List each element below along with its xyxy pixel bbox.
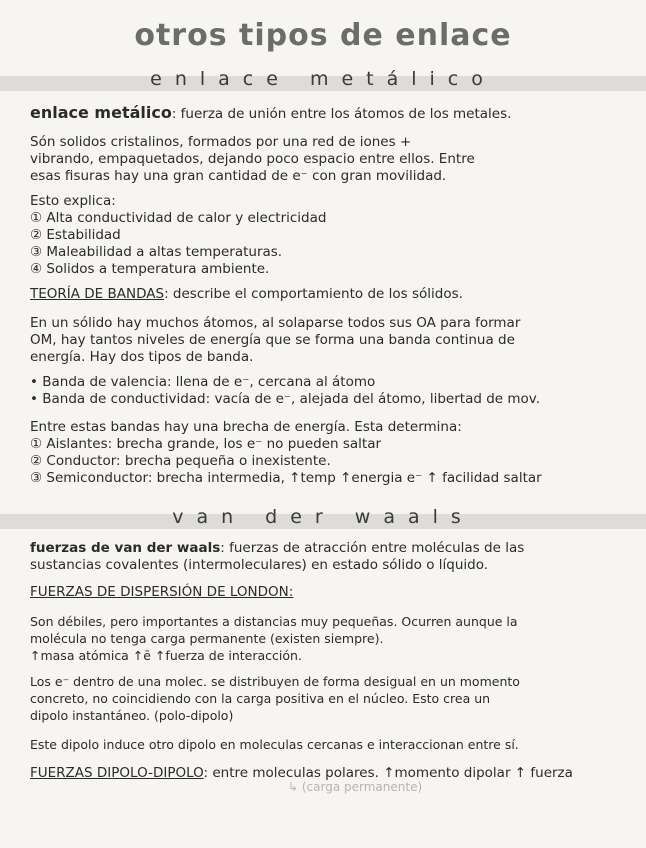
dipolo-text: : entre moleculas polares. ↑momento dipolar ↑ fuerza — [203, 765, 573, 781]
vdw-paragraph-dipolo — [30, 673, 620, 724]
list-item: ③ Maleabilidad a altas temperaturas. — [30, 244, 283, 260]
text-line: OM, hay tantos niveles de energía que se forma una banda continua de — [30, 332, 515, 348]
list-item: • Banda de conductividad: vacía de e⁻, alejada del átomo, libertad de mov. — [30, 391, 541, 407]
text-line: esas fisuras hay una gran cantidad de e⁻ con gran movilidad. — [30, 168, 447, 184]
list-item: ① Alta conductividad de calor y electricidad — [30, 210, 327, 226]
london-heading: FUERZAS DE DISPERSIÓN DE LONDON: — [30, 584, 294, 600]
list-item: ③ Semiconductor: brecha intermedia, ↑temp ↑energia e⁻ ↑ facilidad saltar — [30, 470, 542, 486]
london-paragraph — [30, 613, 620, 664]
list-item: ② Estabilidad — [30, 227, 121, 243]
text-line: Son débiles, pero importantes a distancias muy pequeñas. Ocurren aunque la — [30, 614, 518, 629]
text-line: En un sólido hay muchos átomos, al solaparse todos sus OA para formar — [30, 315, 521, 331]
text-line: Entre estas bandas hay una brecha de energía. Esta determina: — [30, 419, 462, 435]
vdw-term: fuerzas de van der waals — [30, 540, 221, 556]
metal-def-text: : fuerza de unión entre los átomos de los metales. — [171, 106, 512, 122]
section-title-vdw: van der waals — [172, 506, 474, 528]
bandas-text: : describe el comportamiento de los sólidos. — [164, 286, 463, 302]
dipolo-term: FUERZAS DIPOLO-DIPOLO — [30, 765, 204, 781]
metal-paragraph-1 — [30, 134, 620, 185]
page-title: otros tipos de enlace — [134, 18, 512, 53]
list-item: ② Conductor: brecha pequeña o inexistente. — [30, 453, 331, 469]
bandas-heading — [30, 286, 620, 303]
text-line: concreto, no coincidiendo con la carga positiva en el núcleo. Esto crea un — [30, 691, 491, 706]
list-item: ① Aislantes: brecha grande, los e⁻ no pueden saltar — [30, 436, 382, 452]
text-line: sustancias covalentes (intermoleculares) en estado sólido o líquido. — [30, 557, 489, 573]
metal-definition — [30, 104, 620, 123]
section-title-metal: enlace metálico — [150, 68, 496, 90]
bandas-term: TEORÍA DE BANDAS — [30, 286, 165, 302]
list-item: ④ Solidos a temperatura ambiente. — [30, 261, 270, 277]
determina-list — [30, 419, 620, 487]
text-line: ↑masa atómica ↑ē ↑fuerza de interacción. — [30, 648, 302, 663]
text-line: dipolo instantáneo. (polo-dipolo) — [30, 708, 234, 723]
text-line: Los e⁻ dentro de una molec. se distribuyen de forma desigual en un momento — [30, 674, 520, 689]
metal-term: enlace metálico — [30, 103, 172, 122]
explica-heading: Esto explica: — [30, 193, 116, 209]
text-line: Són solidos cristalinos, formados por una red de iones + — [30, 134, 412, 150]
vdw-paragraph-induce: Este dipolo induce otro dipolo en moleculas cercanas e interaccionan entre sí. — [30, 737, 519, 752]
vdw-def-text: : fuerzas de atracción entre moléculas de las — [220, 540, 525, 556]
text-line: energía. Hay dos tipos de banda. — [30, 349, 254, 365]
metal-paragraph-2 — [30, 315, 620, 366]
vdw-definition — [30, 540, 620, 574]
explica-list — [30, 193, 620, 278]
text-line: vibrando, empaquetados, dejando poco espacio entre ellos. Entre — [30, 151, 475, 167]
list-item: • Banda de valencia: llena de e⁻, cercana al átomo — [30, 374, 376, 390]
text-line: molécula no tenga carga permanente (existen siempre). — [30, 631, 384, 646]
carga-note: ↳ (carga permanente) — [288, 780, 423, 794]
banda-bullets — [30, 374, 620, 408]
